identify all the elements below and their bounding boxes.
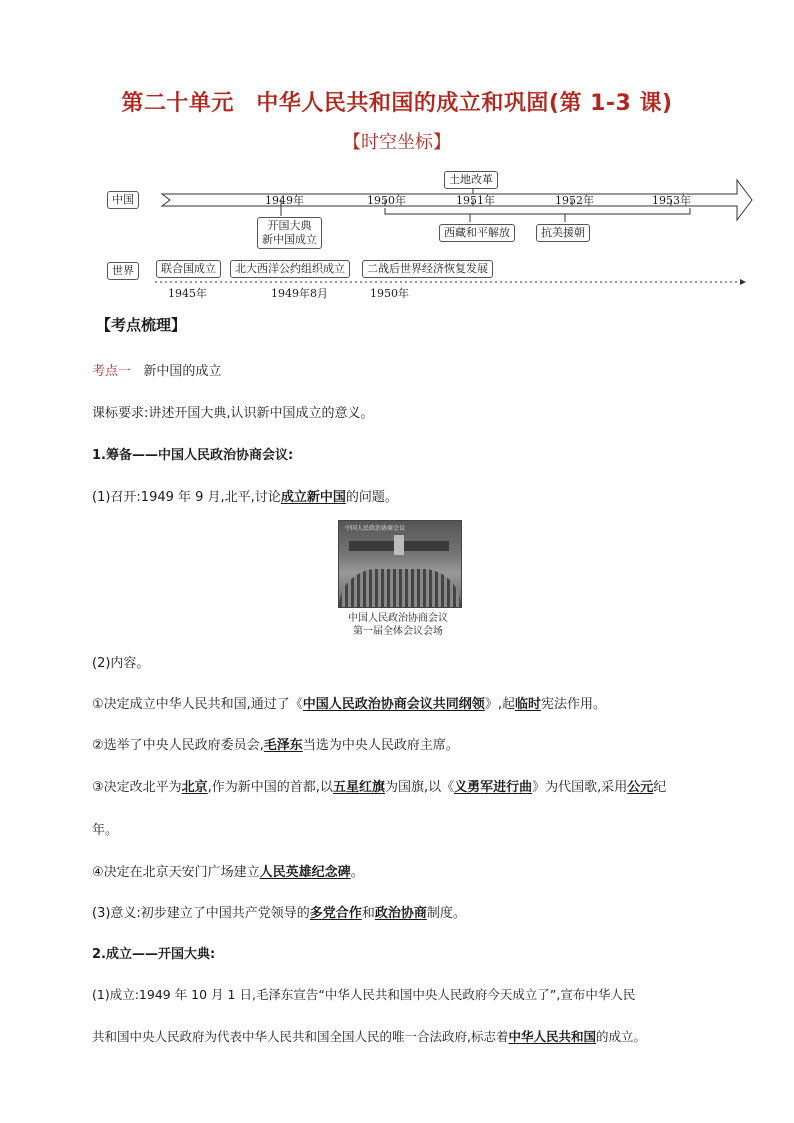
line-9 [92,1027,646,1045]
year-1953: 1953年 [652,194,691,207]
event-xizang: 西藏和平解放 [439,224,515,242]
event-un: 联合国成立 [156,260,221,278]
conference-photo [338,520,462,608]
year-1945: 1945年 [168,287,207,300]
line-1-c: 的问题。 [345,490,398,505]
photo-caption-2: 第一届全体会议会场 [353,626,443,637]
timeline-heading: 【时空坐标】 [343,132,451,153]
section-title: 【考点梳理】 [96,316,187,334]
world-label: 世界 [107,262,139,280]
line-8: (1)成立:1949 年 10 月 1 日,毛泽东宣告“中华人民共和国中央人民政府今天成立了”,宣布中华人民 [92,987,636,1002]
line-3 [92,693,606,712]
line-4-c: 当选为中央人民政府主席。 [302,738,459,753]
photo-audience [339,569,461,607]
point1-label: 考点一 [92,364,132,379]
answer-zhengzhi-xieshang: 政治协商 [374,906,427,921]
line-5-g: 》为代国歌,采用 [532,780,628,795]
event-nato: 北大西洋公约组织成立 [230,260,350,278]
line-1-a: (1)召开:1949 年 9 月,北平,讨论 [92,490,281,505]
answer-maozedong: 毛泽东 [263,738,303,753]
year-1949-aug: 1949年8月 [271,287,328,300]
year-1949: 1949年 [265,194,304,207]
answer-gongtong-gangling: 中国人民政治协商会议共同纲领 [302,697,485,712]
event-kaiguo-dadian [257,217,322,249]
line-3-c: 》,起 [484,697,515,712]
line-7-e: 制度。 [426,906,466,921]
line-6-a: ④决定在北京天安门广场建立 [92,865,260,880]
requirement-text: 课标要求:讲述开国大典,认识新中国成立的意义。 [92,406,374,421]
line-5-a: ③决定改北平为 [92,780,182,795]
answer-yiyongjun: 义勇军进行曲 [454,780,533,795]
year-1950-world: 1950年 [370,287,409,300]
period-bracket [385,208,690,214]
event-recovery: 二战后世界经济恢复发展 [362,260,493,278]
line-3-e: 宪法作用。 [540,697,606,712]
answer-duodang-hezuo: 多党合作 [309,906,362,921]
line-7-a: (3)意义:初步建立了中国共产党领导的 [92,906,310,921]
photo-caption-1: 中国人民政治协商会议 [348,613,448,624]
line-6 [92,861,364,880]
answer-wuxing-hongqi: 五星红旗 [332,780,385,795]
line-9-c: 的成立。 [596,1029,647,1044]
point1-heading [92,360,221,379]
heading-2: 2.成立——开国大典: [92,947,216,962]
answer-gongyuan: 公元 [627,780,654,795]
line-5-c: ,作为新中国的首都,以 [207,780,333,795]
page-title: 第二十单元 中华人民共和国的成立和巩固(第 1-3 课) [121,91,673,116]
line-5b: 年。 [92,823,119,838]
answer-linshi: 临时 [514,697,541,712]
answer-chengli-xinzhongguo: 成立新中国 [280,490,346,505]
event-kaiguo-line1: 开国大典 [267,219,312,232]
line-5 [92,776,666,795]
line-7-c: 和 [361,906,375,921]
line-6-c: 。 [350,865,364,880]
line-2: (2)内容。 [92,656,150,671]
point1-text: 新中国的成立 [143,364,222,379]
line-5-i: 纪 [653,780,667,795]
answer-jinianbei: 人民英雄纪念碑 [259,865,351,880]
event-tudi-gaige: 土地改革 [444,171,498,189]
world-timeline-arrowhead [740,279,746,285]
photo-banner: 中国人民政治协商会议 [345,525,406,532]
answer-beijing: 北京 [181,780,208,795]
timeline-graphic [100,168,760,298]
line-4 [92,734,459,753]
line-9-a: 共和国中央人民政府为代表中华人民共和国全国人民的唯一合法政府,标志着 [92,1029,509,1044]
event-kangmei: 抗美援朝 [536,224,590,242]
line-1 [92,486,398,505]
photo-podium [394,535,404,555]
year-1950: 1950年 [367,194,406,207]
line-7 [92,902,466,921]
answer-prc: 中华人民共和国 [508,1029,596,1044]
china-label: 中国 [107,191,139,209]
line-5-e: 为国旗,以《 [384,780,455,795]
year-1952: 1952年 [555,194,594,207]
heading-1: 1.筹备——中国人民政治协商会议: [92,448,294,463]
event-kaiguo-line2: 新中国成立 [262,233,317,246]
line-3-a: ①决定成立中华人民共和国,通过了《 [92,697,303,712]
line-4-a: ②选举了中央人民政府委员会, [92,738,264,753]
year-1951: 1951年 [456,194,495,207]
